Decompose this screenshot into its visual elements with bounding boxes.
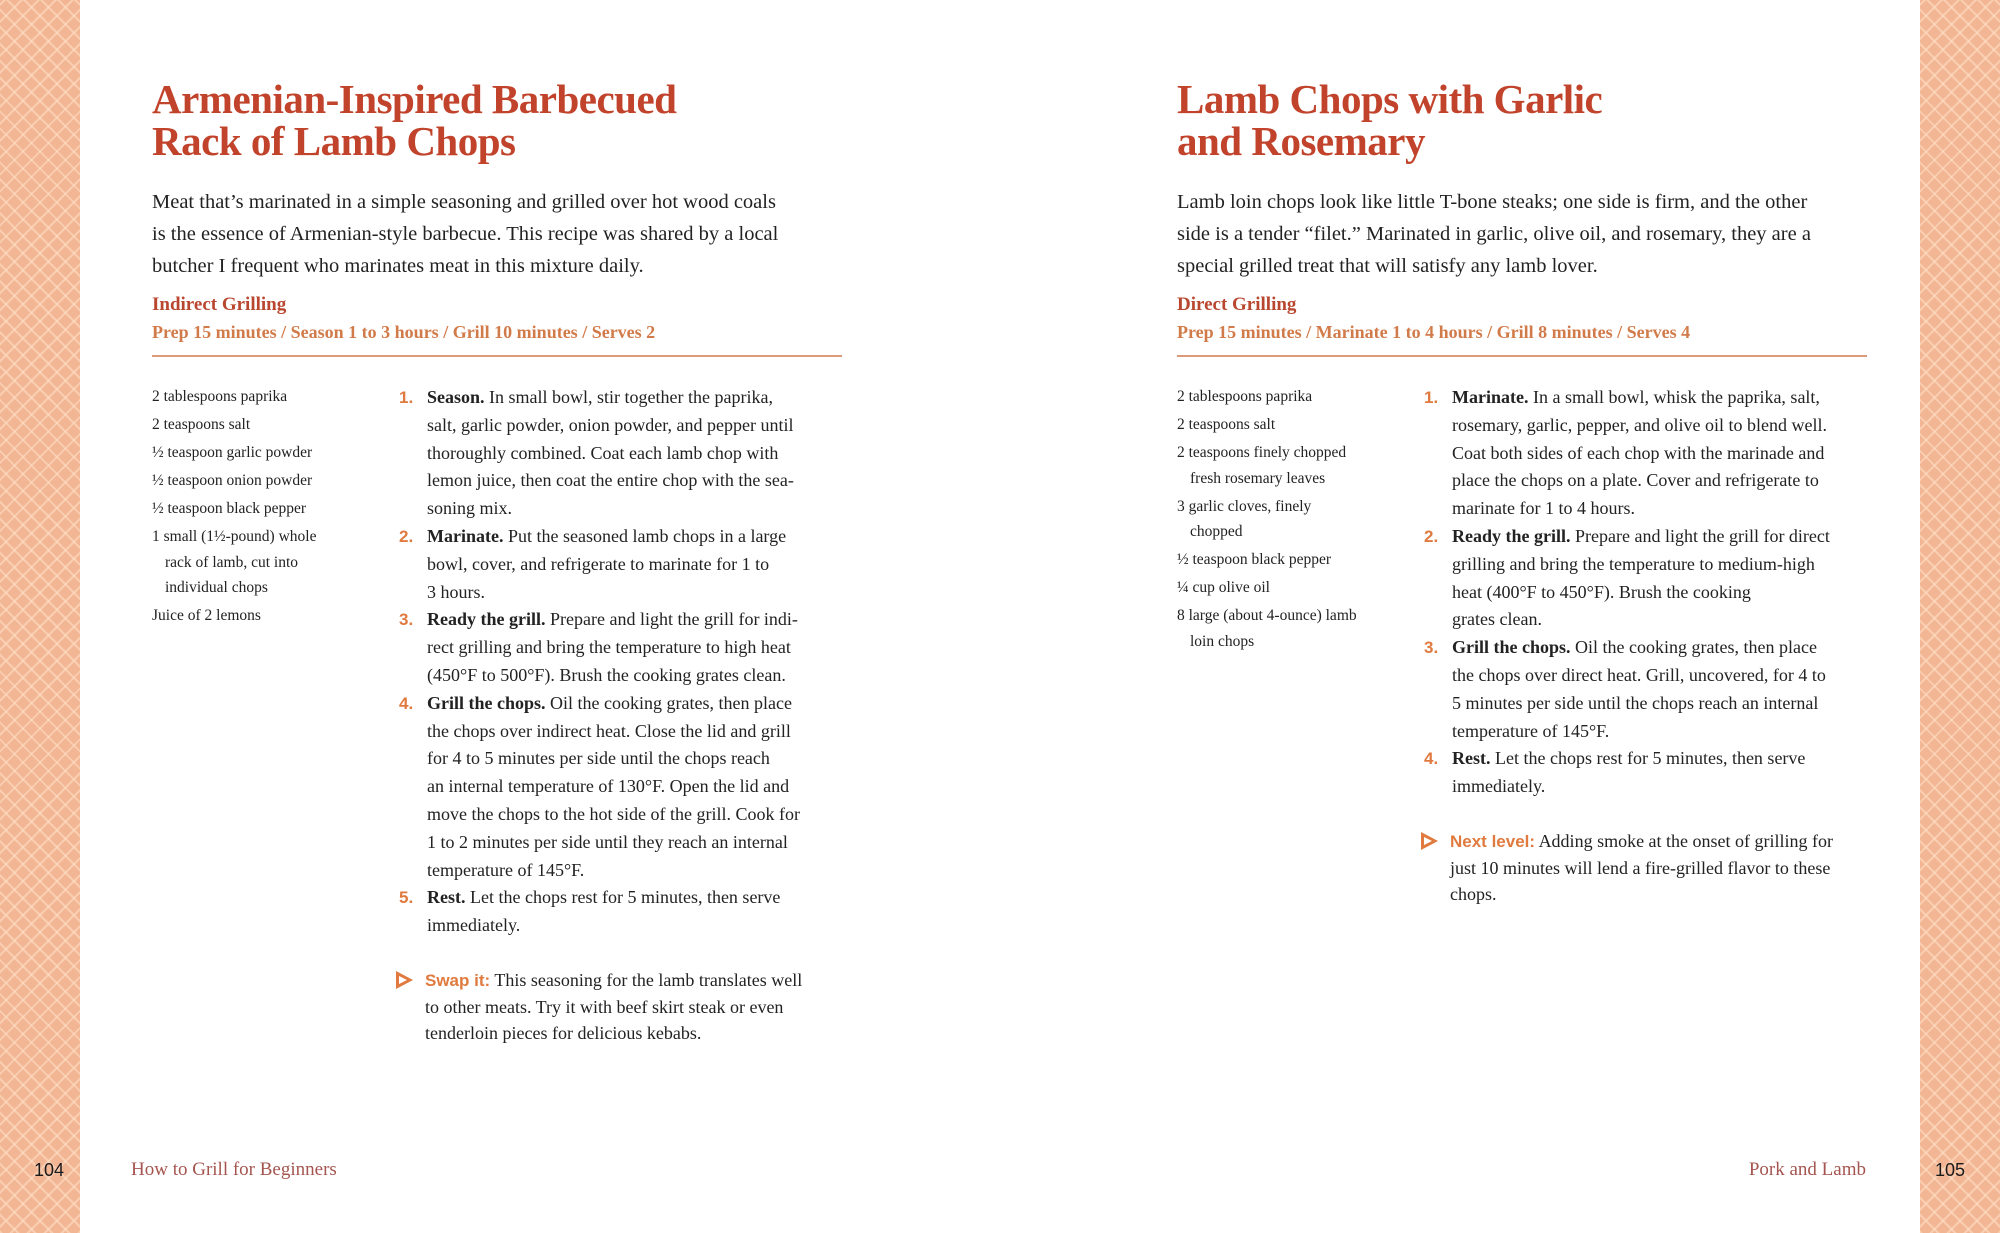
step-lead: Rest. <box>427 887 466 908</box>
step-lead: Ready the grill. <box>1452 525 1571 546</box>
step-line <box>1452 606 1884 634</box>
tip-text: chops. <box>1450 883 1497 904</box>
right-decorative-band <box>1920 0 2000 1233</box>
ingredient-item <box>152 603 372 629</box>
step-text: In small bowl, stir together the paprika, <box>489 387 773 407</box>
step-lead: Marinate. <box>427 525 504 546</box>
step-text: Let the chops rest for 5 minutes, then serve <box>1495 748 1806 769</box>
left-decorative-band <box>0 0 80 1233</box>
ingredient-item <box>152 412 372 438</box>
step-number: 2. <box>1424 526 1439 546</box>
step-line <box>1452 773 1884 801</box>
step-lead: Season. <box>427 387 485 407</box>
intro-line: Lamb loin chops look like little T-bone steaks; one side is firm, and the other <box>1177 191 1808 213</box>
step-line <box>427 634 859 662</box>
step-line <box>427 857 859 885</box>
step-text: thoroughly combined. Coat each lamb chop with <box>427 442 779 463</box>
tip-text: to other meats. Try it with beef skirt steak or even <box>425 996 784 1017</box>
step-number: 1. <box>399 388 414 407</box>
ingredients-list <box>152 384 372 631</box>
step-line <box>1452 440 1884 468</box>
title-line: Armenian-Inspired Barbecued <box>152 76 677 122</box>
divider-rule <box>1177 355 1867 357</box>
arrow-right-icon <box>396 971 413 989</box>
step-text: temperature of 145°F. <box>427 859 585 880</box>
instruction-step <box>1424 745 1884 801</box>
step-line <box>427 662 859 690</box>
tip-line <box>425 967 859 994</box>
ingredient-item <box>152 384 372 410</box>
step-text: place the chops on a plate. Cover and refrigerate to <box>1452 470 1819 491</box>
instructions-list <box>1424 384 1884 907</box>
footer-book-title: How to Grill for Beginners <box>131 1159 337 1180</box>
step-line <box>427 412 859 440</box>
tip-line <box>1450 881 1884 907</box>
step-lead: Grill the chops. <box>427 692 546 713</box>
step-number: 3. <box>1424 638 1439 658</box>
step-number: 1. <box>1424 388 1439 407</box>
instruction-step <box>399 384 859 523</box>
step-lead: Rest. <box>1452 748 1491 769</box>
recipe-right <box>1177 76 1867 904</box>
instruction-step <box>1424 384 1884 523</box>
ingredient-line: chopped <box>1190 523 1243 540</box>
step-text: temperature of 145°F. <box>1452 720 1610 741</box>
step-text: salt, garlic powder, onion powder, and pepper until <box>427 414 794 435</box>
tip-line <box>425 994 859 1020</box>
instruction-step <box>1424 523 1884 634</box>
step-text: immediately. <box>1452 776 1546 797</box>
step-line <box>1452 412 1884 440</box>
ingredient-item <box>152 524 372 601</box>
grilling-method: Direct Grilling <box>1177 294 1297 315</box>
ingredient-line: rack of lamb, cut into <box>165 553 298 571</box>
arrow-right-icon <box>1421 832 1438 850</box>
ingredient-line: ½ teaspoon onion powder <box>152 472 313 489</box>
tip-label: Swap it: <box>425 970 491 990</box>
step-text: In a small bowl, whisk the paprika, salt, <box>1532 387 1820 407</box>
step-line <box>427 551 859 579</box>
step-text: grilling and bring the temperature to medium-high <box>1452 553 1815 574</box>
step-text: lemon juice, then coat the entire chop with the sea- <box>427 470 794 491</box>
tip-text: just 10 minutes will lend a fire-grilled flavor to these <box>1450 857 1831 878</box>
step-text: bowl, cover, and refrigerate to marinate for 1 to <box>427 553 770 574</box>
ingredient-line: ½ teaspoon garlic powder <box>152 444 313 461</box>
step-line <box>427 606 859 634</box>
ingredient-line: Juice of 2 lemons <box>152 607 261 624</box>
ingredient-line: 2 teaspoons finely chopped <box>1177 444 1347 461</box>
step-number: 4. <box>399 693 414 713</box>
step-line <box>427 495 859 523</box>
intro-line: is the essence of Armenian-style barbecue. This recipe was shared by a local <box>152 223 779 245</box>
step-line <box>427 884 859 912</box>
step-text: (450°F to 500°F). Brush the cooking grates clean. <box>427 664 786 685</box>
step-line <box>1452 523 1884 551</box>
ingredient-item <box>1177 412 1397 438</box>
step-line <box>1452 467 1884 495</box>
tip-text: This seasoning for the lamb translates well <box>494 969 803 990</box>
ingredient-line: ½ teaspoon black pepper <box>1177 551 1332 568</box>
step-text: 1 to 2 minutes per side until they reach an internal <box>427 831 788 852</box>
title-line: and Rosemary <box>1177 118 1425 164</box>
step-line <box>1452 634 1884 662</box>
step-line <box>427 579 859 607</box>
step-text: grates clean. <box>1452 609 1542 630</box>
step-text: Put the seasoned lamb chops in a large <box>507 525 787 546</box>
step-text: soning mix. <box>427 498 513 519</box>
step-text: for 4 to 5 minutes per side until the chops reach <box>427 748 770 769</box>
ingredient-line: 3 garlic cloves, finely <box>1177 497 1312 515</box>
step-text: marinate for 1 to 4 hours. <box>1452 498 1635 519</box>
step-line <box>427 523 859 551</box>
ingredient-line: 2 teaspoons salt <box>1177 416 1276 433</box>
tip-text: Adding smoke at the onset of grilling for <box>1538 830 1834 851</box>
instruction-step <box>399 606 859 689</box>
recipe-left <box>152 76 842 1043</box>
ingredient-line: fresh rosemary leaves <box>1190 469 1326 487</box>
instruction-step <box>1424 634 1884 745</box>
step-number: 5. <box>399 888 414 908</box>
divider-rule <box>152 355 842 357</box>
step-line <box>1452 718 1884 746</box>
recipe-timing: Prep 15 minutes / Season 1 to 3 hours / Grill 10 minutes / Serves 2 <box>152 322 656 342</box>
step-text: 3 hours. <box>427 581 485 602</box>
step-line <box>1452 662 1884 690</box>
ingredient-item <box>1177 440 1397 491</box>
step-text: Prepare and light the grill for direct <box>1575 525 1830 546</box>
step-text: rect grilling and bring the temperature to high heat <box>427 637 791 658</box>
recipe-intro <box>152 186 842 282</box>
page-number-left: 104 <box>34 1160 65 1180</box>
ingredient-line: 8 large (about 4-ounce) lamb <box>1177 607 1357 624</box>
step-line <box>427 745 859 773</box>
tip-line <box>1450 855 1884 881</box>
title-line: Lamb Chops with Garlic <box>1177 76 1603 122</box>
ingredient-line: ¼ cup olive oil <box>1177 579 1270 596</box>
step-text: Oil the cooking grates, then place <box>1575 637 1817 658</box>
ingredient-line: ½ teaspoon black pepper <box>152 500 307 517</box>
step-text: heat (400°F to 450°F). Brush the cooking <box>1452 581 1751 602</box>
step-number: 3. <box>399 610 414 630</box>
instruction-step <box>399 523 859 606</box>
step-line <box>427 718 859 746</box>
step-text: Oil the cooking grates, then place <box>550 692 792 713</box>
ingredient-line: 1 small (1½-pound) whole <box>152 528 317 545</box>
intro-line: side is a tender “filet.” Marinated in garlic, olive oil, and rosemary, they are a <box>1177 223 1811 245</box>
tip-note <box>399 967 859 1046</box>
tip-note <box>1424 828 1884 907</box>
step-lead: Grill the chops. <box>1452 637 1571 658</box>
ingredient-item <box>1177 603 1397 654</box>
ingredient-line: 2 tablespoons paprika <box>152 388 288 405</box>
step-line <box>427 912 859 940</box>
step-text: the chops over indirect heat. Close the lid and grill <box>427 720 791 741</box>
step-text: Prepare and light the grill for indi- <box>550 609 798 630</box>
step-line <box>1452 579 1884 607</box>
ingredient-line: 2 teaspoons salt <box>152 416 251 433</box>
recipe-timing: Prep 15 minutes / Marinate 1 to 4 hours / Grill 8 minutes / Serves 4 <box>1177 322 1691 342</box>
step-lead: Ready the grill. <box>427 609 546 630</box>
step-line <box>427 690 859 718</box>
step-line <box>427 801 859 829</box>
page-number-right: 105 <box>1935 1160 1966 1180</box>
step-line <box>427 384 859 412</box>
ingredient-item <box>1177 384 1397 410</box>
ingredient-item <box>152 440 372 466</box>
grilling-method: Indirect Grilling <box>152 294 287 315</box>
step-line <box>1452 384 1884 412</box>
ingredient-item <box>1177 575 1397 601</box>
recipe-title <box>1177 78 1867 162</box>
step-line <box>1452 495 1884 523</box>
instructions-list <box>399 384 859 1046</box>
instruction-step <box>399 690 859 885</box>
ingredient-line: individual chops <box>165 579 268 596</box>
step-text: move the chops to the hot side of the grill. Cook for <box>427 803 800 824</box>
ingredient-line: loin chops <box>1190 632 1255 650</box>
step-number: 2. <box>399 526 414 546</box>
step-lead: Marinate. <box>1452 387 1529 407</box>
step-line <box>1452 690 1884 718</box>
step-text: rosemary, garlic, pepper, and olive oil to blend well. <box>1452 414 1827 435</box>
step-number: 4. <box>1424 749 1439 769</box>
step-line <box>427 829 859 857</box>
footer-chapter-title: Pork and Lamb <box>1748 1159 1866 1180</box>
tip-line <box>425 1020 859 1046</box>
step-text: the chops over direct heat. Grill, uncovered, for 4 to <box>1452 664 1826 685</box>
step-line <box>427 467 859 495</box>
step-line <box>1452 745 1884 773</box>
step-text: Coat both sides of each chop with the marinade and <box>1452 442 1825 463</box>
ingredient-line: 2 tablespoons paprika <box>1177 388 1313 405</box>
ingredient-item <box>1177 494 1397 545</box>
step-text: an internal temperature of 130°F. Open the lid and <box>427 776 790 797</box>
step-text: Let the chops rest for 5 minutes, then serve <box>470 887 781 908</box>
tip-text: tenderloin pieces for delicious kebabs. <box>425 1022 702 1043</box>
step-line <box>1452 551 1884 579</box>
step-text: 5 minutes per side until the chops reach an internal <box>1452 692 1819 713</box>
title-line: Rack of Lamb Chops <box>152 118 516 164</box>
instruction-step <box>399 884 859 940</box>
intro-line: Meat that’s marinated in a simple seasoning and grilled over hot wood coals <box>152 191 776 213</box>
step-line <box>427 440 859 468</box>
intro-line: special grilled treat that will satisfy any lamb lover. <box>1177 255 1598 277</box>
ingredients-list <box>1177 384 1397 657</box>
tip-line <box>1450 828 1884 855</box>
step-line <box>427 773 859 801</box>
recipe-intro <box>1177 186 1867 282</box>
step-text: immediately. <box>427 915 521 936</box>
intro-line: butcher I frequent who marinates meat in this mixture daily. <box>152 255 644 277</box>
ingredient-item <box>152 496 372 522</box>
ingredient-item <box>152 468 372 494</box>
recipe-title <box>152 78 842 162</box>
tip-label: Next level: <box>1450 831 1536 851</box>
ingredient-item <box>1177 547 1397 573</box>
